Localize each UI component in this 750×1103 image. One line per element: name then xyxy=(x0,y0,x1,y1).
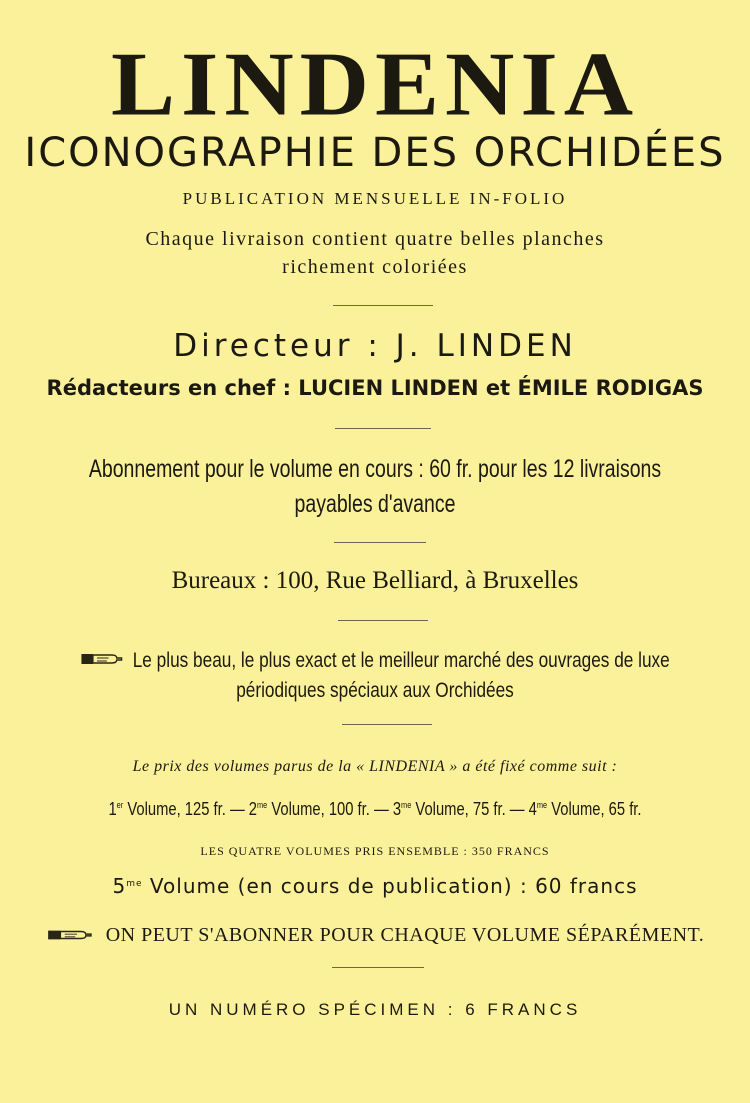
volume-price-2: $2^{me}$ Volume, 100 fr. xyxy=(248,799,370,819)
pointing-hand-icon xyxy=(46,925,94,948)
promo-text-line1: Le plus beau, le plus exact et le meilleur marché des ouvrages de luxe xyxy=(132,649,670,672)
livraison-description-line1: Chaque livraison contient quatre belles planches xyxy=(145,228,605,250)
ensemble-price: LES QUATRE VOLUMES PRIS ENSEMBLE : 350 FRANCS xyxy=(200,844,550,858)
abonnement-line1: Abonnement pour le volume en cours : 60 fr. pour les 12 livraisons xyxy=(88,455,662,483)
journal-subtitle: ICONOGRAPHIE DES ORCHIDÉES xyxy=(24,130,726,176)
divider xyxy=(342,724,432,725)
dash-separator: — xyxy=(369,799,393,819)
pointing-hand-icon xyxy=(80,649,123,673)
divider xyxy=(334,542,426,543)
directeur-line: Directeur : J. LINDEN xyxy=(173,328,577,364)
livraison-description-line2: richement coloriées xyxy=(282,256,468,278)
specimen-price: UN NUMÉRO SPÉCIMEN : 6 FRANCS xyxy=(168,1000,582,1019)
dash-separator: — xyxy=(225,799,249,819)
volume-price-3: $3^{me}$ Volume, 75 fr. xyxy=(392,799,506,819)
volume-price-1: 1er Volume, 125 fr. xyxy=(108,799,226,819)
prix-intro: Le prix des volumes parus de la « LINDENIA » a été fixé comme suit : xyxy=(132,758,618,775)
publication-frequency: PUBLICATION MENSUELLE IN-FOLIO xyxy=(182,189,568,208)
promo-line2: périodiques spéciaux aux Orchidées xyxy=(236,679,514,702)
divider xyxy=(333,305,433,306)
abonnement-line2: payables d'avance xyxy=(294,490,456,518)
bureaux-address: Bureaux : 100, Rue Belliard, à Bruxelles xyxy=(171,567,579,594)
divider xyxy=(338,620,428,621)
redacteurs-line: Rédacteurs en chef : LUCIEN LINDEN et ÉMILE RODIGAS xyxy=(46,376,704,400)
divider xyxy=(335,428,431,429)
cinquieme-volume: $5^{me}$ Volume (en cours de publication) : 60 francs xyxy=(112,874,638,898)
separement-text: ON PEUT S'ABONNER POUR CHAQUE VOLUME SÉPARÉMENT. xyxy=(105,924,705,946)
divider xyxy=(332,967,424,968)
dash-separator: — xyxy=(505,799,529,819)
volume-prices xyxy=(68,799,683,820)
separement-line xyxy=(0,924,750,948)
volume-price-4: $4^{me}$ Volume, 65 fr. xyxy=(528,799,642,819)
promo-line1 xyxy=(68,649,683,673)
journal-title: LINDENIA xyxy=(110,32,640,135)
